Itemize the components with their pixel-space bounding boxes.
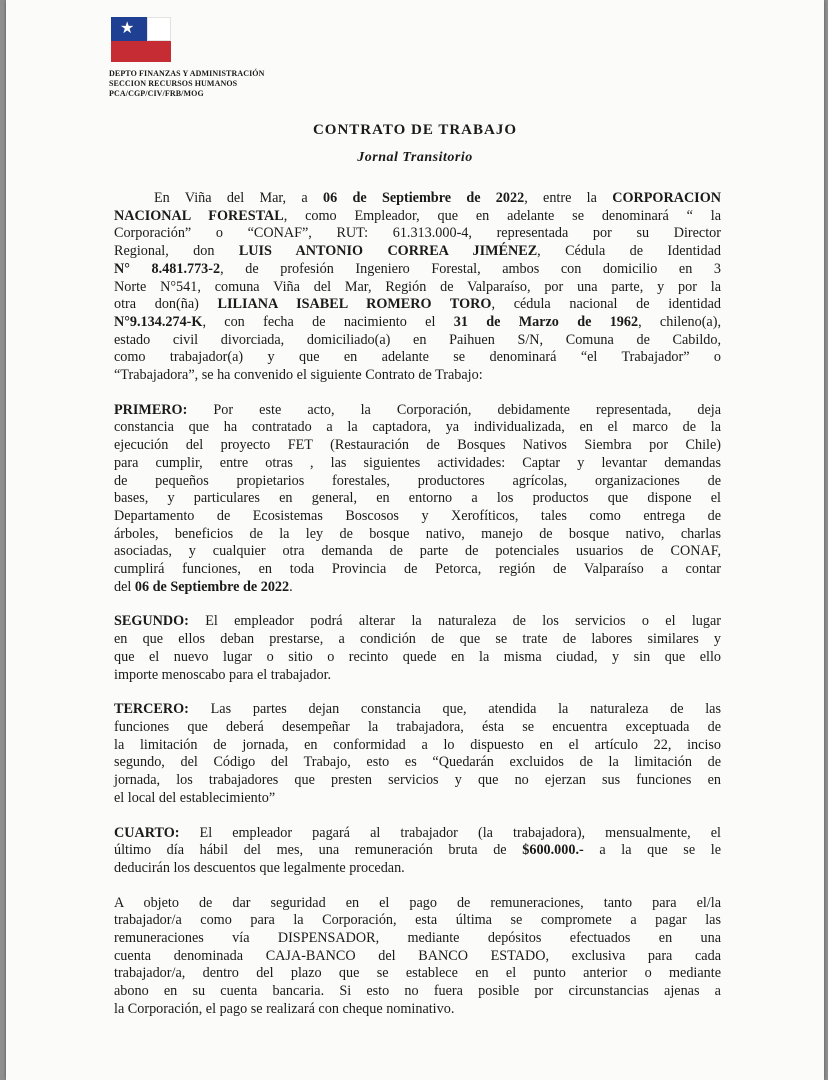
clause-segundo: SEGUNDO: El empleador podrá alterar la naturaleza de los servicios o el lugar en que ellos deban prestarse, a condición de que se trate de labores similares y que el nuevo lugar o sitio o recinto quede en la misma ciudad, y sin que ello importe menoscabo para el trabajador.	[114, 613, 721, 683]
document-subtitle: Jornal Transitorio	[357, 150, 473, 165]
clause-tercero: TERCERO: Las partes dejan constancia que, atendida la naturaleza de las funciones que deberá desempeñar la trabajadora, ésta se encuentra exceptuada de la limitación de jornada, en conformidad a lo dispuesto en el artículo 22, inciso segundo, del Código del Trabajo, esto es “Quedarán excluidos de la limitación de jornada, los trabajadores que presten servicios y que no ejerzan sus funciones en el local del establecimiento”	[114, 701, 721, 806]
payment-paragraph: A objeto de dar seguridad en el pago de remuneraciones, tanto para el/la trabajador/a como para la Corporación, esta última se compromete a pagar las remuneraciones vía DISPENSADOR, mediante depósitos efectuados en una cuenta denominada CAJA-BANCO del BANCO ESTADO, exclusiva para cada trabajador/a, dentro del plazo que se establece en el punto anterior o mediante abono en su cuenta bancaria. Si esto no fuera posible por circunstancias ajenas a la Corporación, el pago se realizará con cheque nominativo.	[114, 894, 721, 1017]
logo-white-field	[147, 17, 171, 41]
header-section: SECCION RECURSOS HUMANOS	[109, 79, 238, 88]
star-icon: ★	[120, 18, 135, 37]
clause-primero: PRIMERO: Por este acto, la Corporación, debidamente representada, deja constancia que ha contratado a la captadora, ya individualizada, en el marco de la ejecución del proyecto FET (Restauración de Bosques Nativos Siembra por Chile) para cumplir, entre otras , las siguientes actividades: Captar y levantar demandas de pequeños propietarios forestales, productores agrícolas, organizaciones de bases, y particulares en general, en entorno a los productos que dispone el Departamento de Ecosistemas Boscosos y Xerofíticos, tales como entrega de árboles, beneficios de la ley de bosque nativo, manejo de bosque nativo, charlas asociadas, y cualquier otra demanda de parte de potenciales usuarios de CONAF, cumplirá funciones, en toda Provincia de Petorca, región de Valparaíso a contar del 06 de Septiembre de 2022.	[114, 401, 721, 595]
document-title: CONTRATO DE TRABAJO	[312, 122, 518, 138]
contract-body	[114, 190, 721, 1036]
intro-paragraph: En Viña del Mar, a 06 de Septiembre de 2022, entre la CORPORACION NACIONAL FORESTAL, como Empleador, que en adelante se denominará “ la Corporación” o “CONAF”, RUT: 61.313.000-4, representada por su Director Regional, don LUIS ANTONIO CORREA JIMÉNEZ, Cédula de Identidad N° 8.481.773-2, de profesión Ingeniero Forestal, ambos con domicilio en 3 Norte N°541, comuna Viña del Mar, Región de Valparaíso, por una parte, y por la otra don(ña) LILIANA ISABEL ROMERO TORO, cédula nacional de identidad N°9.134.274-K, con fecha de nacimiento el 31 de Marzo de 1962, chileno(a), estado civil divorciada, domiciliado(a) en Paihuen S/N, Comuna de Cabildo, como trabajador(a) y que en adelante se denominará “el Trabajador” o “Trabajadora”, se ha convenido el siguiente Contrato de Trabajo:	[114, 190, 722, 384]
gobierno-de-chile-logo	[111, 17, 171, 66]
clause-cuarto: CUARTO: El empleador pagará al trabajador (la trabajadora), mensualmente, el último día hábil del mes, una remuneración bruta de $600.000.- a la que se le deducirán los descuentos que legalmente procedan.	[114, 824, 722, 876]
document-page	[6, 0, 824, 1080]
header-ref: PCA/CGP/CIV/FRB/MOG	[109, 89, 204, 98]
header-dept: DEPTO FINANZAS Y ADMINISTRACIÓN	[109, 69, 265, 78]
logo-red-field	[111, 41, 171, 62]
document-header	[109, 69, 265, 99]
